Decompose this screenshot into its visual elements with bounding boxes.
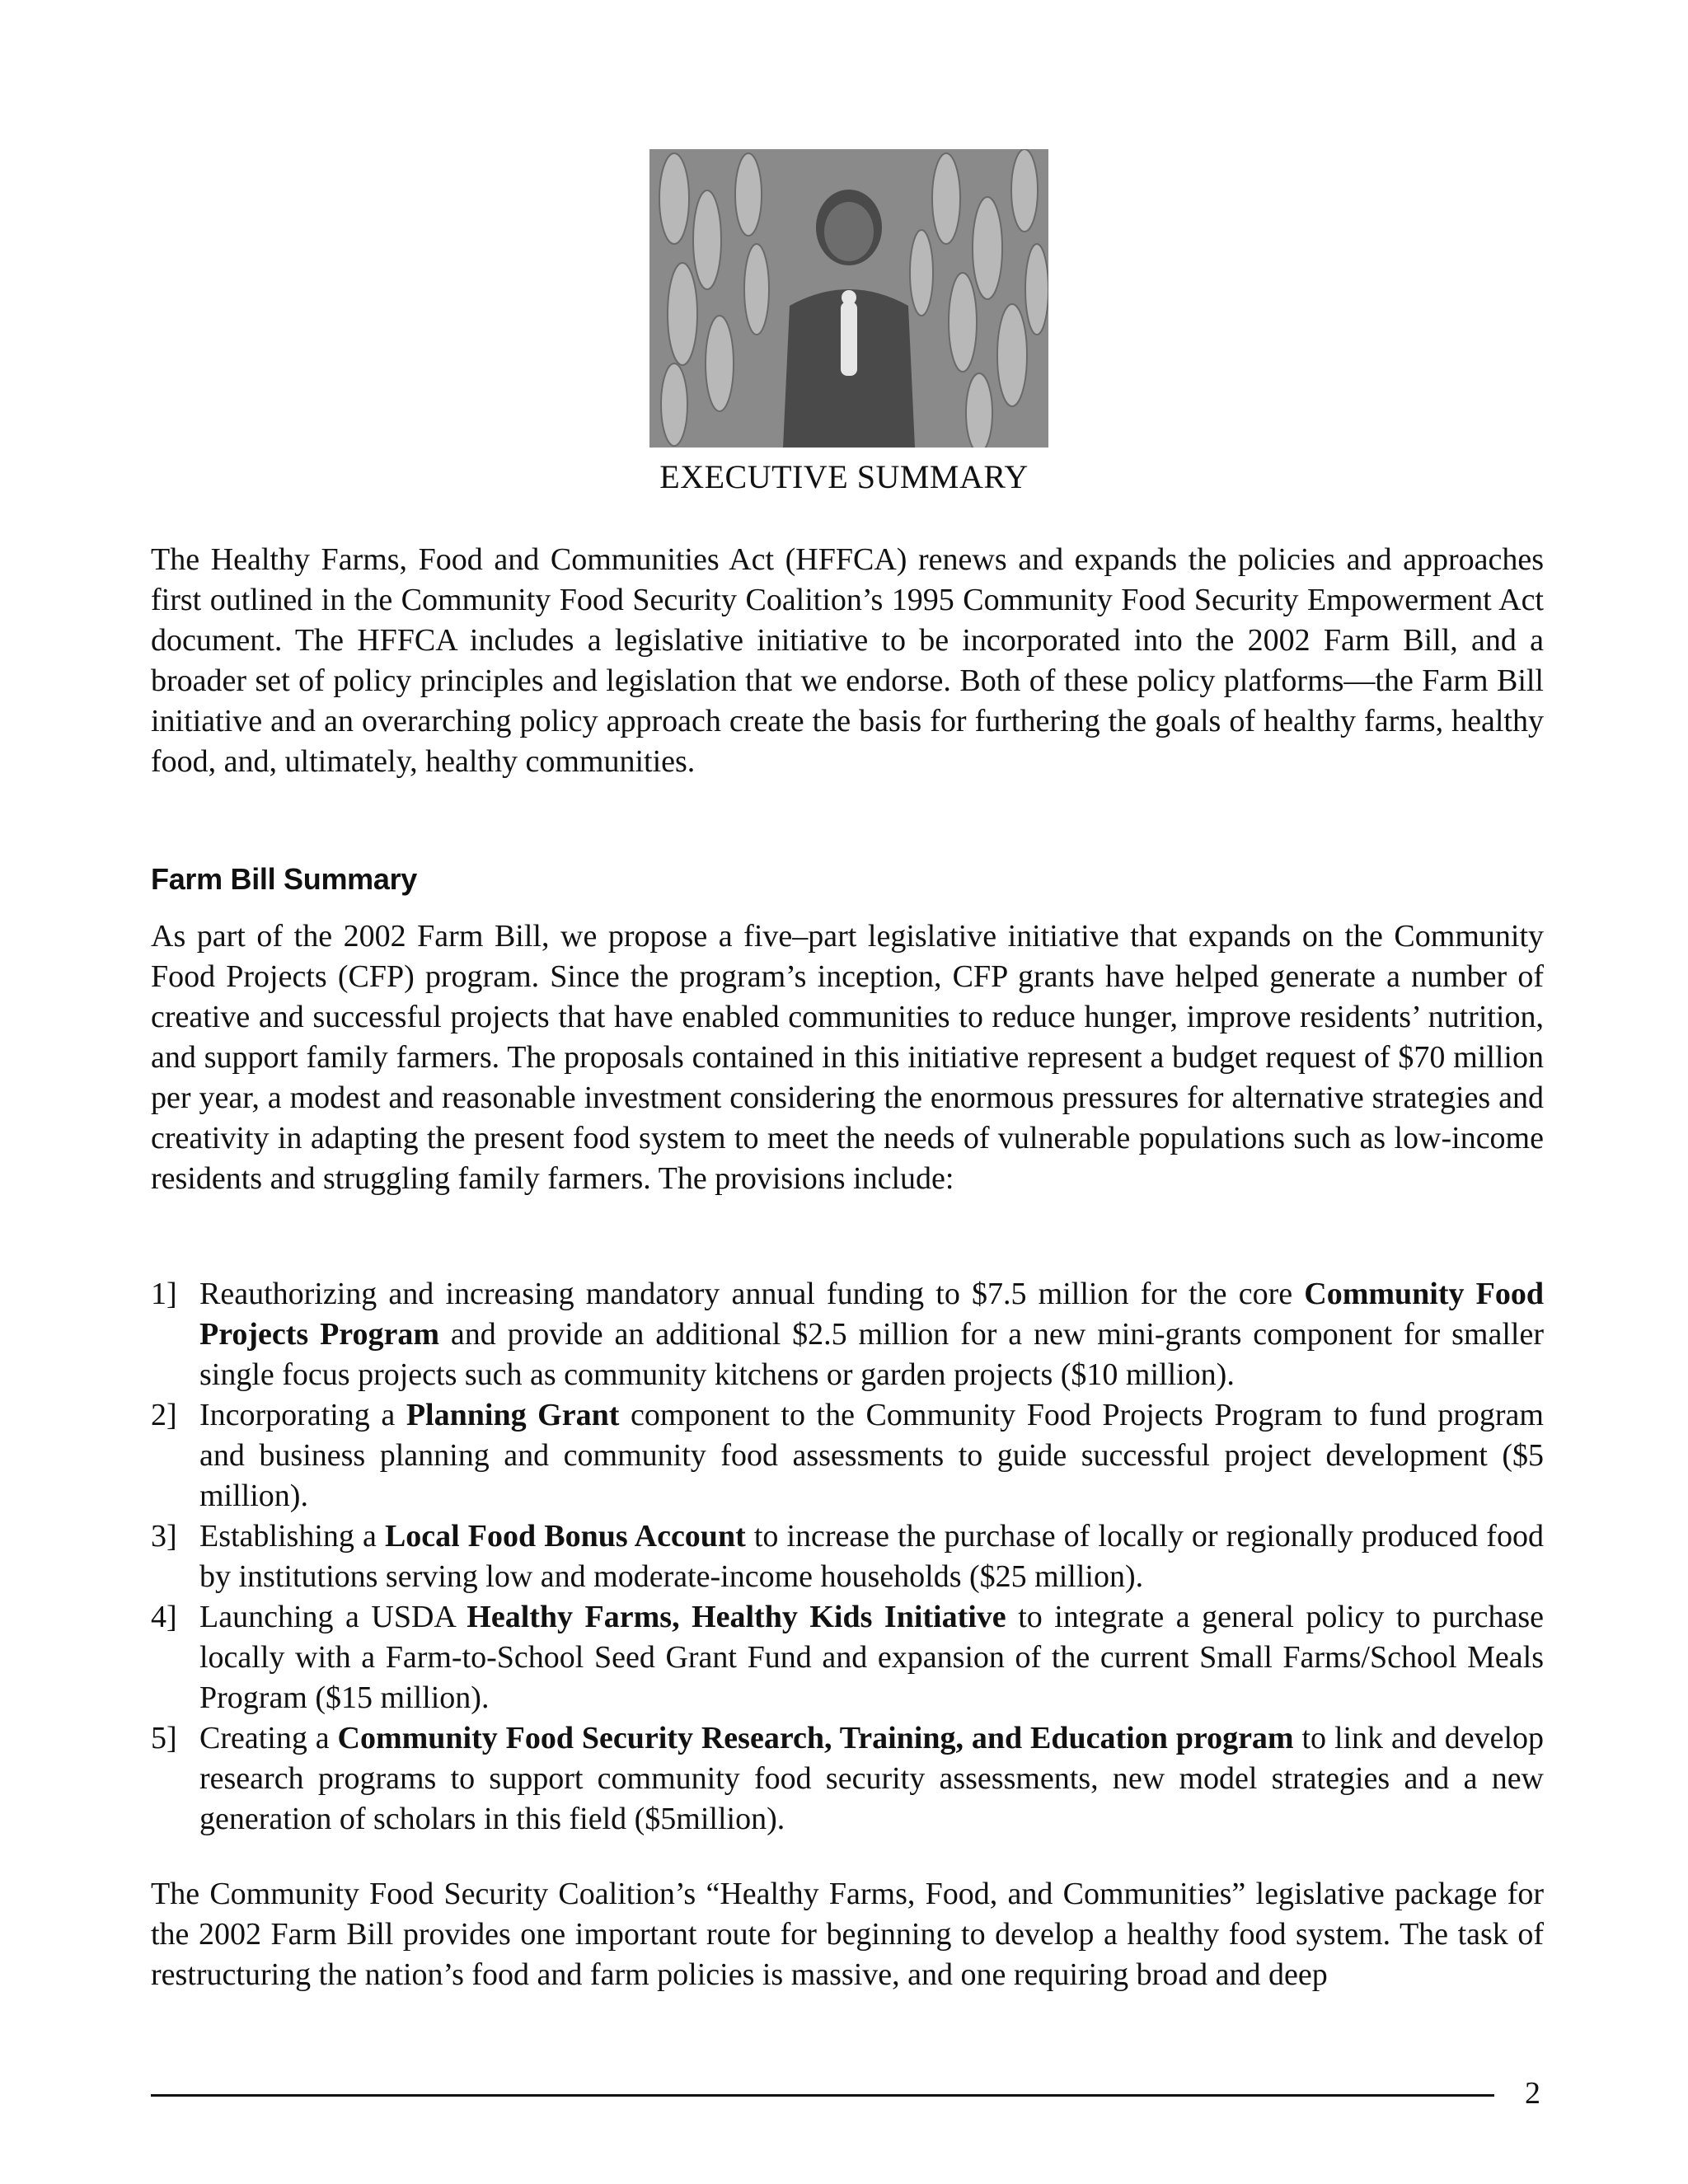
list-item-number: 5] bbox=[151, 1721, 177, 1755]
page-title: EXECUTIVE SUMMARY bbox=[659, 458, 1029, 495]
provisions-list bbox=[151, 1274, 1544, 1840]
list-item bbox=[151, 1395, 1544, 1516]
list-item-emphasis: Community Food Security Research, Training, and Education program bbox=[337, 1721, 1294, 1755]
list-item-emphasis: Local Food Bonus Account bbox=[384, 1519, 746, 1554]
closing-paragraph: The Community Food Security Coalition’s “Healthy Farms, Food, and Communities” legislative package for the 2002 Farm Bill provides one important route for beginning to develop a healthy food system. The task of restructuring the nation’s food and farm policies is massive, and one requiring broad and deep bbox=[151, 1877, 1544, 1992]
page-number: 2 bbox=[1525, 2076, 1540, 2111]
list-item-text: component to the Community Food Projects Program to fund program and business planning and community food assessments to guide successful project development ($5 million). bbox=[199, 1398, 1544, 1513]
list-item-number: 3] bbox=[151, 1519, 177, 1554]
list-item-text: Reauthorizing and increasing mandatory annual funding to $7.5 million for the core bbox=[199, 1277, 1305, 1311]
list-item-emphasis: Planning Grant bbox=[406, 1398, 620, 1432]
list-item-text: and provide an additional $2.5 million for a new mini-grants component for smaller single focus projects such as community kitchens or garden projects ($10 million). bbox=[199, 1317, 1544, 1392]
photo-illustration bbox=[649, 149, 1048, 448]
list-item-text: Incorporating a bbox=[199, 1398, 406, 1432]
section-paragraph: As part of the 2002 Farm Bill, we propose a five–part legislative initiative that expands on the Community Food Projects (CFP) program. Since the program’s inception, CFP grants have helped generate a number of creative and successful projects that have enabled communities to reduce hunger, improve residents’ nutrition, and support family farmers. The proposals contained in this initiative represent a budget request of $70 million per year, a modest and reasonable investment considering the enormous pressures for alternative strategies and creativity in adapting the present food system to meet the needs of vulnerable populations such as low-income residents and struggling family farmers. The provisions include: bbox=[151, 919, 1544, 1196]
intro-paragraph: The Healthy Farms, Food and Communities Act (HFFCA) renews and expands the policies and approaches first outlined in the Community Food Security Coalition’s 1995 Community Food Security Empowerment Act document. The HFFCA includes a legislative initiative to be incorporated into the 2002 Farm Bill, and a broader set of policy principles and legislation that we endorse. Both of these policy platforms—the Farm Bill initiative and an overarching policy approach create the basis for furthering the goals of healthy farms, healthy food, and, ultimately, healthy communities. bbox=[151, 542, 1544, 779]
list-item-text: to link and develop research programs to support community food security assessments, new model strategies and a new generation of scholars in this field ($5million). bbox=[199, 1721, 1544, 1836]
list-item-number: 4] bbox=[151, 1600, 177, 1634]
list-item-text: to integrate a general policy to purchase locally with a Farm-to-School Seed Grant Fund and expansion of the current Small Farms/School Meals Program ($15 million). bbox=[199, 1600, 1544, 1715]
list-item-emphasis: Community Food Projects Program bbox=[199, 1277, 1545, 1352]
list-item-number: 1] bbox=[151, 1277, 177, 1311]
list-item bbox=[151, 1274, 1544, 1395]
photo-child-with-corn-image bbox=[649, 149, 1048, 448]
list-item-text: Launching a USDA bbox=[199, 1600, 467, 1634]
list-item-emphasis: Healthy Farms, Healthy Kids Initiative bbox=[467, 1600, 1006, 1634]
list-item-text: Establishing a bbox=[199, 1519, 385, 1554]
list-item-number: 2] bbox=[151, 1398, 177, 1432]
footer-divider bbox=[151, 2094, 1494, 2097]
list-item-text: Creating a bbox=[199, 1721, 338, 1755]
list-item bbox=[151, 1597, 1544, 1718]
list-item bbox=[151, 1516, 1544, 1597]
section-heading: Farm Bill Summary bbox=[151, 862, 418, 896]
list-item bbox=[151, 1718, 1544, 1840]
list-item-text: to increase the purchase of locally or regionally produced food by institutions serving low and moderate-income households ($25 million). bbox=[199, 1519, 1544, 1594]
